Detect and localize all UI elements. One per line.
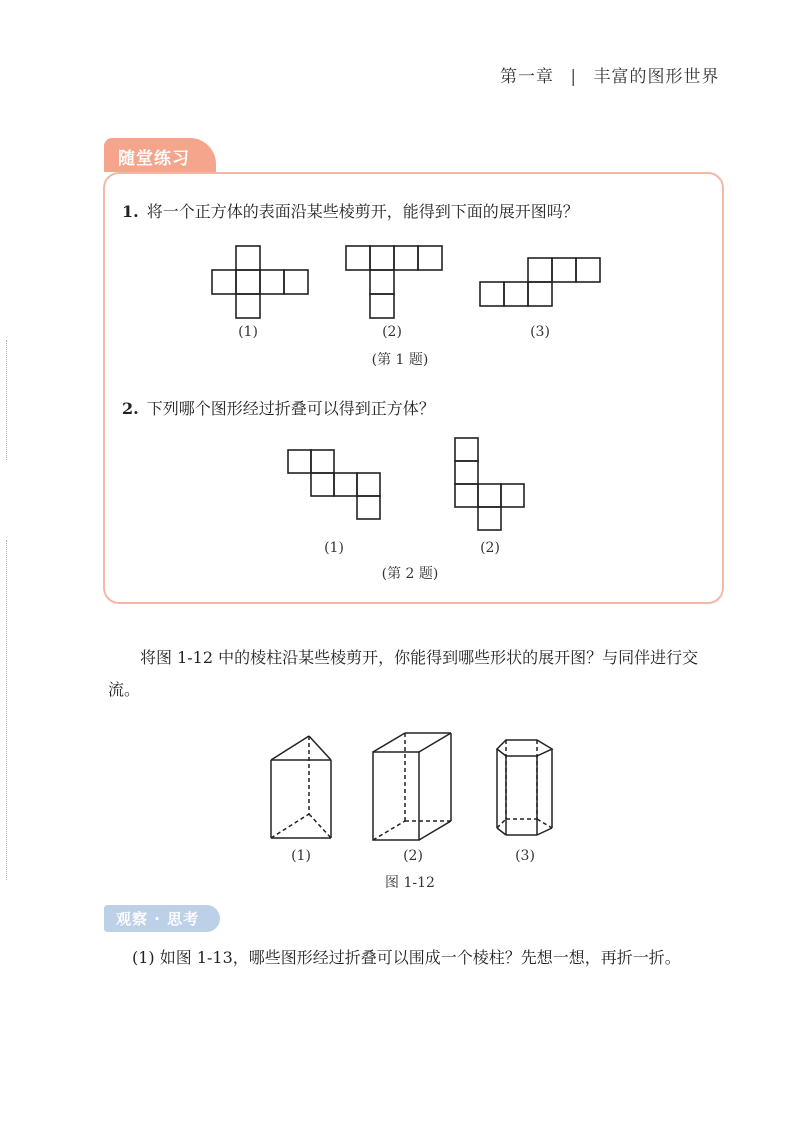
pentagonal-prism xyxy=(497,740,552,835)
practice-tab-label: 随堂练习 xyxy=(118,149,190,169)
observe-tag-label: 观察 · 思考 xyxy=(116,910,200,928)
fig-label-3: (3) xyxy=(515,848,535,864)
question-2-text: 下列哪个图形经过折叠可以得到正方体？ xyxy=(146,399,435,418)
q2-label-2: (2) xyxy=(480,540,500,556)
question-1-number: 1. xyxy=(122,202,139,221)
chapter-number: 第一章 xyxy=(500,67,554,87)
observe-paragraph: (1) 如图 1-13，哪些图形经过折叠可以围成一个棱柱？先想一想，再折一折。 xyxy=(132,948,681,967)
cuboid-prism xyxy=(373,733,451,840)
triangular-prism xyxy=(271,736,331,838)
header-divider: | xyxy=(570,67,578,87)
q1-label-2: (2) xyxy=(382,324,402,340)
q1-caption: (第 1 题) xyxy=(371,352,429,368)
observe-tag xyxy=(104,905,220,932)
figure-caption: 图 1-12 xyxy=(385,875,435,891)
q2-label-1: (1) xyxy=(324,540,344,556)
q1-label-3: (3) xyxy=(530,324,550,340)
fig-label-1: (1) xyxy=(291,848,311,864)
q2-caption: (第 2 题) xyxy=(381,566,439,582)
question-1-text: 将一个正方体的表面沿某些棱剪开，能得到下面的展开图吗？ xyxy=(146,202,579,221)
main-paragraph: 将图 1-12 中的棱柱沿某些棱剪开，你能得到哪些形状的展开图？与同伴进行交流。 xyxy=(108,648,699,699)
question-2-number: 2. xyxy=(122,399,139,418)
fig-label-2: (2) xyxy=(403,848,423,864)
chapter-title: 丰富的图形世界 xyxy=(593,67,720,87)
q1-label-1: (1) xyxy=(238,324,258,340)
